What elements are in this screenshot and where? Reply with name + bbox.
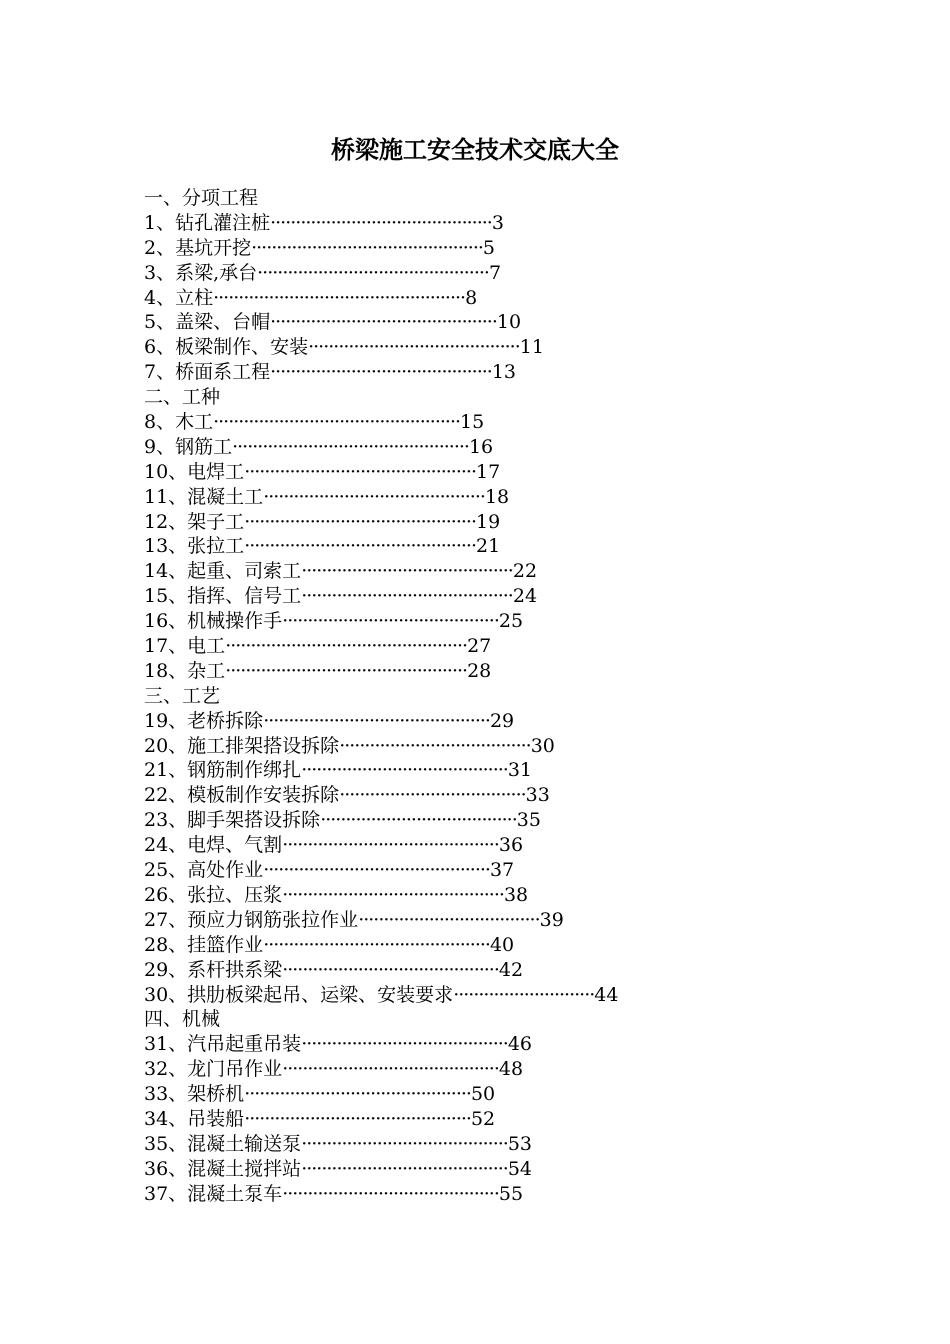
toc-leader-dots: ·········································: [301, 1132, 508, 1155]
toc-entry-label: 1、钻孔灌注桩: [144, 211, 271, 234]
toc-entry: [144, 1132, 784, 1157]
toc-entry-label: 5、盖梁、台帽: [144, 311, 271, 334]
toc-entry: [144, 709, 784, 734]
toc-entry: [144, 236, 784, 261]
toc-entry-label: 33、架桥机: [144, 1083, 245, 1106]
toc-entry: [144, 758, 784, 783]
toc-entry-label: 4、立柱: [144, 286, 214, 309]
toc-entry: [144, 286, 784, 311]
toc-entry-label: 9、钢筋工: [144, 435, 233, 458]
toc-leader-dots: ·····································: [339, 784, 526, 807]
toc-entry-label: 31、汽吊起重吊装: [144, 1033, 302, 1056]
toc-entry: [144, 933, 784, 958]
toc-leader-dots: ···········································: [282, 958, 499, 981]
toc-entry: [144, 858, 784, 883]
toc-leader-dots: ·······································: [320, 809, 517, 832]
toc-entry-label: 17、电工: [144, 635, 226, 658]
toc-entry: [144, 261, 784, 286]
toc-entry: [144, 310, 784, 335]
toc-entry: [144, 559, 784, 584]
toc-entry-label: 11、混凝土工: [144, 485, 264, 508]
toc-entry: [144, 833, 784, 858]
toc-page-number: 29: [489, 709, 515, 732]
toc-entry: [144, 783, 784, 808]
toc-entry-label: 29、系杆拱系梁: [144, 958, 283, 981]
toc-entry: [144, 908, 784, 933]
toc-entry: [144, 510, 784, 535]
toc-leader-dots: ····························: [453, 983, 595, 1006]
toc-entry: [144, 958, 784, 983]
toc-page-number: 37: [489, 859, 515, 882]
toc-entry: [144, 410, 784, 435]
toc-entry: [144, 1107, 784, 1132]
toc-page-number: 3: [491, 211, 504, 234]
toc-section-heading: 三、工艺: [144, 684, 221, 707]
toc-leader-dots: ·············································: [263, 933, 490, 956]
toc-page-number: 5: [482, 236, 496, 259]
toc-entry: [144, 1082, 784, 1107]
toc-leader-dots: ·············································: [244, 1107, 471, 1130]
toc-entry: [144, 435, 784, 460]
toc-entry-label: 10、电焊工: [144, 460, 245, 483]
toc-entry-label: 7、桥面系工程: [144, 361, 271, 384]
toc-page-number: 39: [539, 908, 564, 931]
toc-entry: [144, 1182, 784, 1207]
toc-page-number: 36: [498, 834, 524, 857]
toc-entry-label: 13、张拉工: [144, 535, 245, 558]
toc-page-number: 54: [507, 1157, 532, 1180]
toc-entry: [144, 211, 784, 236]
toc-leader-dots: ··············································: [257, 261, 489, 284]
toc-page-number: 46: [507, 1033, 532, 1056]
toc-leader-dots: ················································: [225, 659, 468, 682]
toc-entry-label: 3、系梁,承台: [144, 261, 258, 284]
toc-entry-label: 28、挂篮作业: [144, 933, 264, 956]
toc-entry-label: 25、高处作业: [144, 859, 264, 882]
toc-entry-label: 16、机械操作手: [144, 610, 283, 633]
toc-entry-label: 14、起重、司索工: [144, 560, 302, 583]
toc-entry-label: 12、架子工: [144, 510, 245, 533]
toc-entry: [144, 883, 784, 908]
toc-page-number: 8: [465, 286, 478, 309]
toc-entry-label: 26、张拉、压浆: [144, 883, 283, 906]
toc-entry-label: 6、板梁制作、安装: [144, 336, 309, 359]
toc-leader-dots: ············································: [282, 883, 504, 906]
table-of-contents: [144, 186, 784, 1207]
toc-leader-dots: ··················································: [213, 286, 466, 309]
toc-page-number: 17: [476, 460, 501, 483]
toc-entry: [144, 1057, 784, 1082]
toc-entry-label: 30、拱肋板梁起吊、运梁、安装要求: [144, 983, 454, 1006]
toc-page-number: 48: [498, 1058, 524, 1081]
toc-page-number: 35: [516, 809, 541, 832]
toc-leader-dots: ····································: [358, 908, 540, 931]
toc-entry-label: 15、指挥、信号工: [144, 585, 302, 608]
toc-page-number: 50: [470, 1083, 496, 1106]
toc-leader-dots: ··········································: [301, 560, 513, 583]
toc-leader-dots: ············································: [270, 211, 492, 234]
toc-page-number: 19: [476, 510, 501, 533]
toc-page-number: 24: [512, 585, 538, 608]
toc-page-number: 22: [512, 560, 538, 583]
toc-entry-label: 24、电焊、气割: [144, 834, 283, 857]
toc-page-number: 42: [498, 958, 524, 981]
toc-section-heading: 一、分项工程: [144, 187, 259, 209]
toc-leader-dots: ·········································: [301, 1033, 508, 1056]
toc-page-number: 15: [460, 411, 485, 434]
toc-leader-dots: ··········································: [301, 585, 513, 608]
toc-entry-label: 8、木工: [144, 411, 214, 434]
toc-page-number: 13: [491, 361, 517, 384]
toc-entry-label: 22、模板制作安装拆除: [144, 784, 340, 807]
toc-entry: [144, 584, 784, 609]
toc-page-number: 44: [594, 983, 619, 1006]
toc-page-number: 28: [467, 659, 492, 682]
toc-entry: [144, 634, 784, 659]
toc-entry: [144, 609, 784, 634]
toc-leader-dots: ············································: [263, 485, 485, 508]
toc-page-number: 21: [476, 535, 501, 558]
toc-entry-label: 27、预应力钢筋张拉作业: [144, 908, 359, 931]
toc-entry: [144, 485, 784, 510]
toc-page-number: 31: [507, 759, 532, 782]
toc-page-number: 10: [496, 311, 522, 334]
toc-entry: [144, 360, 784, 385]
toc-leader-dots: ··············································: [244, 535, 477, 558]
toc-leader-dots: ···········································: [282, 1058, 499, 1081]
toc-leader-dots: ···········································: [282, 1182, 499, 1205]
toc-leader-dots: ················································: [225, 635, 468, 658]
toc-page-number: 18: [484, 485, 510, 508]
toc-page-number: 55: [498, 1182, 524, 1205]
toc-entry-label: 20、施工排架搭设拆除: [144, 734, 340, 757]
toc-leader-dots: ·············································: [244, 1083, 471, 1106]
toc-entry-label: 36、混凝土搅拌站: [144, 1157, 302, 1180]
toc-leader-dots: ··············································: [244, 460, 477, 483]
toc-entry-label: 19、老桥拆除: [144, 709, 264, 732]
toc-leader-dots: ··············································: [244, 510, 477, 533]
toc-leader-dots: ············································: [270, 361, 492, 384]
toc-entry-label: 2、基坑开挖: [144, 236, 252, 259]
toc-page-number: 52: [470, 1107, 496, 1130]
toc-entry-label: 32、龙门吊作业: [144, 1058, 283, 1081]
toc-page-number: 33: [525, 784, 550, 807]
toc-page-number: 25: [498, 610, 524, 633]
toc-entry: [144, 983, 784, 1008]
toc-leader-dots: ······································: [339, 734, 531, 757]
toc-page-number: 11: [519, 336, 544, 359]
toc-leader-dots: ··········································: [308, 336, 520, 359]
toc-leader-dots: ·················································: [213, 411, 461, 434]
document-title: 桥梁施工安全技术交底大全: [331, 135, 619, 164]
toc-leader-dots: ·········································: [301, 1157, 508, 1180]
toc-entry: [144, 808, 784, 833]
toc-entry: [144, 460, 784, 485]
toc-leader-dots: ·············································: [270, 311, 497, 334]
toc-entry-label: 37、混凝土泵车: [144, 1182, 283, 1205]
toc-page-number: 16: [468, 435, 494, 458]
toc-section-heading: 四、机械: [144, 1008, 221, 1031]
toc-leader-dots: ·········································: [301, 759, 508, 782]
toc-entry: [144, 335, 784, 360]
toc-entry-label: 34、吊装船: [144, 1107, 245, 1130]
toc-leader-dots: ·············································: [263, 859, 490, 882]
toc-entry: [144, 659, 784, 684]
toc-entry: [144, 534, 784, 559]
toc-page-number: 27: [467, 635, 492, 658]
toc-entry-label: 21、钢筋制作绑扎: [144, 759, 302, 782]
toc-leader-dots: ···········································: [282, 610, 499, 633]
toc-entry: [144, 1032, 784, 1057]
toc-entry-label: 18、杂工: [144, 659, 226, 682]
toc-leader-dots: ·············································: [263, 709, 490, 732]
toc-entry: [144, 1157, 784, 1182]
toc-leader-dots: ··············································: [251, 236, 483, 259]
toc-entry: [144, 734, 784, 759]
toc-page-number: 40: [489, 933, 515, 956]
toc-section-heading: 二、工种: [144, 386, 221, 409]
toc-leader-dots: ···········································: [282, 834, 499, 857]
toc-page-number: 7: [488, 261, 502, 284]
toc-page-number: 53: [507, 1132, 532, 1155]
toc-entry-label: 23、脚手架搭设拆除: [144, 809, 321, 832]
toc-page-number: 38: [503, 883, 529, 906]
toc-leader-dots: ···············································: [232, 435, 469, 458]
toc-entry-label: 35、混凝土输送泵: [144, 1132, 302, 1155]
toc-page-number: 30: [530, 734, 555, 757]
